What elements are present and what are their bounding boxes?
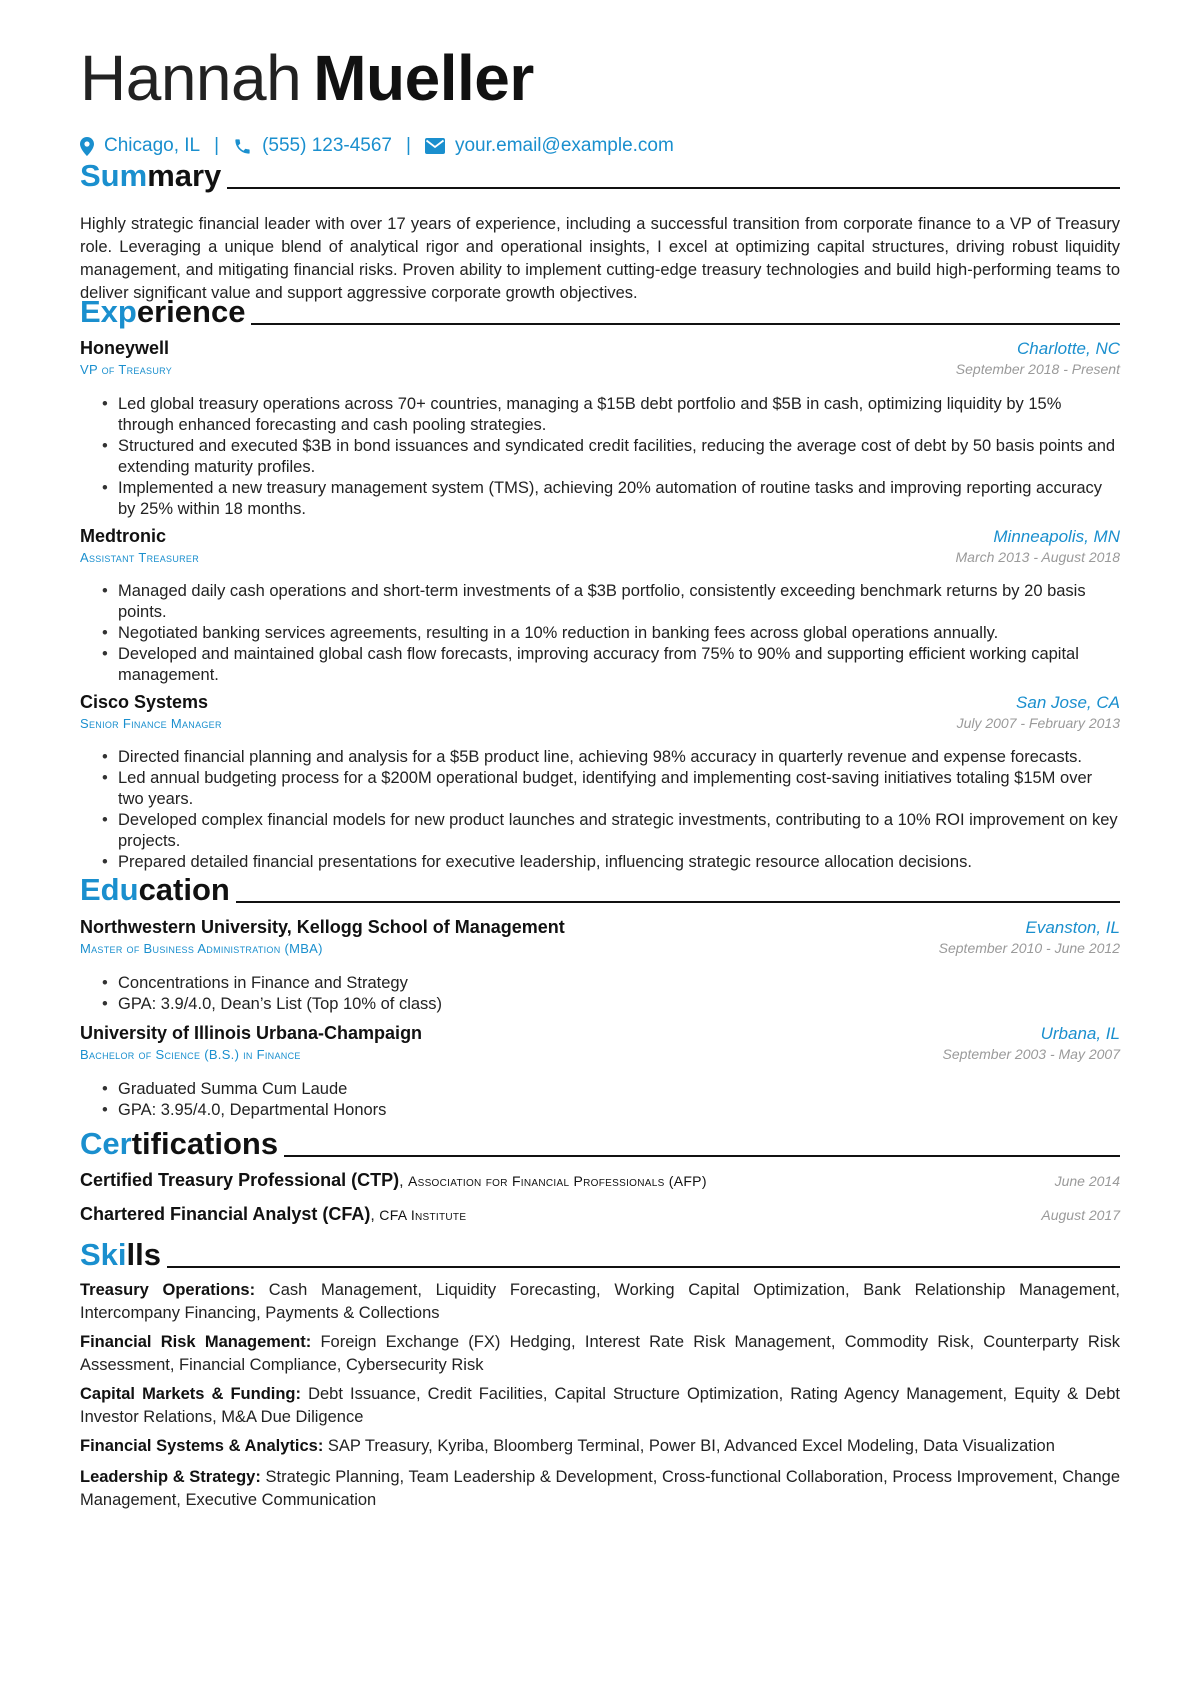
candidate-name: [80, 38, 534, 118]
contact-location: Chicago, IL: [104, 135, 201, 156]
skills-heading: Skills: [80, 1237, 1120, 1273]
company-name: Cisco Systems: [80, 692, 209, 712]
skill-list: SAP Treasury, Kyriba, Bloomberg Terminal, Power BI, Advanced Excel Modeling, Data Visualization: [327, 1437, 1055, 1455]
job-title: VP of Treasury: [80, 362, 173, 377]
bullet-item: • Graduated Summa Cum Laude: [80, 1079, 1120, 1100]
job-location: Charlotte, NC: [1017, 339, 1120, 358]
job-entry: [80, 338, 1120, 377]
skill-group: [80, 1466, 1120, 1512]
job-bullets: [80, 581, 1120, 686]
education-bullets: [80, 973, 1120, 1015]
education-entry: [80, 917, 1120, 956]
envelope-icon: [425, 138, 445, 154]
bullet-item: • Negotiated banking services agreements, resulting in a 10% reduction in banking fees across global operations annually.: [80, 623, 1120, 644]
job-entry: [80, 526, 1120, 565]
education-heading: Education: [80, 872, 1120, 908]
phone-icon: [233, 137, 252, 156]
job-location: Minneapolis, MN: [993, 527, 1120, 546]
bullet-item: • Developed and maintained global cash flow forecasts, improving accuracy from 75% to 90% and supporting efficient working capital management.: [80, 644, 1120, 686]
skill-category: Financial Systems & Analytics:: [80, 1437, 324, 1455]
bullet-item: • GPA: 3.9/4.0, Dean’s List (Top 10% of class): [80, 994, 1120, 1015]
first-name: Hannah: [80, 42, 302, 114]
education-dates: September 2003 - May 2007: [942, 1046, 1120, 1062]
school-location: Evanston, IL: [1025, 918, 1120, 937]
bullet-item: • Prepared detailed financial presentations for executive leadership, influencing strategic resource allocation decisions.: [80, 852, 1120, 873]
bullet-item: • Directed financial planning and analysis for a $5B product line, achieving 98% accuracy in quarterly revenue and expense forecasts.: [80, 747, 1120, 768]
bullet-item: • Led annual budgeting process for a $200M operational budget, identifying and implementing cost-saving initiatives totaling $15M over two years.: [80, 768, 1120, 810]
section-divider: [227, 187, 1120, 189]
job-bullets: [80, 747, 1120, 873]
map-pin-icon: [80, 137, 94, 156]
certification-issuer: CFA Institute: [379, 1207, 467, 1223]
education-bullets: [80, 1079, 1120, 1121]
bullet-item: • Managed daily cash operations and short-term investments of a $3B portfolio, consistently exceeding benchmark returns by 20 basis points.: [80, 581, 1120, 623]
skill-list: Debt Issuance, Credit Facilities, Capital Structure Optimization, Rating Agency Management, Equity & Debt Investor Relations, M&A Due Diligence: [80, 1385, 1120, 1426]
skill-category: Treasury Operations:: [80, 1281, 256, 1299]
company-name: Medtronic: [80, 526, 167, 546]
contact-line: [80, 133, 674, 159]
section-divider: [251, 323, 1120, 325]
job-dates: March 2013 - August 2018: [955, 549, 1120, 565]
bullet-item: • Concentrations in Finance and Strategy: [80, 973, 1120, 994]
degree-name: Bachelor of Science (B.S.) in Finance: [80, 1047, 301, 1062]
job-title: Senior Finance Manager: [80, 716, 222, 731]
skill-group: [80, 1331, 1120, 1377]
job-dates: July 2007 - February 2013: [956, 715, 1120, 731]
job-dates: September 2018 - Present: [955, 361, 1120, 377]
section-divider: [284, 1155, 1120, 1157]
section-divider: [167, 1266, 1120, 1268]
certification-date: August 2017: [1041, 1207, 1120, 1223]
bullet-item: • Structured and executed $3B in bond issuances and syndicated credit facilities, reducing the average cost of debt by 50 basis points and extending maturity profiles.: [80, 436, 1120, 478]
summary-text: Highly strategic financial leader with over 17 years of experience, including a successful transition from corporate finance to a VP of Treasury role. Leveraging a unique blend of analytical rigor and operational insights, I excel at optimizing capital structures, driving robust liquidity management, and mitigating financial risks. Proven ability to implement cutting-edge treasury technologies and build high-performing teams to deliver significant value and support aggressive corporate growth objectives.: [80, 215, 1120, 302]
job-title: Assistant Treasurer: [80, 550, 200, 565]
bullet-item: • Developed complex financial models for new product launches and strategic investments, contributing to a 10% ROI improvement on key projects.: [80, 810, 1120, 852]
school-name: Northwestern University, Kellogg School of Management: [80, 917, 565, 937]
bullet-item: • Implemented a new treasury management system (TMS), achieving 20% automation of routine tasks and improving reporting accuracy by 25% within 18 months.: [80, 478, 1120, 520]
contact-separator: |: [214, 135, 220, 156]
certification-name: Chartered Financial Analyst (CFA): [80, 1204, 371, 1224]
school-name: University of Illinois Urbana-Champaign: [80, 1023, 423, 1043]
contact-email[interactable]: your.email@example.com: [454, 135, 674, 156]
certification-name: Certified Treasury Professional (CTP): [80, 1170, 400, 1190]
summary-heading: Summary: [80, 158, 1120, 194]
bullet-item: • Led global treasury operations across 70+ countries, managing a $15B debt portfolio and $5B in cash, optimizing liquidity by 15% through enhanced forecasting and cash pooling strategies.: [80, 394, 1120, 436]
certification-date: June 2014: [1054, 1173, 1120, 1189]
certification-entry: Chartered Financial Analyst (CFA), CFA Institute August 2017: [80, 1204, 1120, 1224]
skill-group: [80, 1279, 1120, 1325]
company-name: Honeywell: [80, 338, 170, 358]
skill-group: [80, 1435, 1120, 1458]
bullet-item: • GPA: 3.95/4.0, Departmental Honors: [80, 1100, 1120, 1121]
job-location: San Jose, CA: [1016, 693, 1120, 712]
job-entry: [80, 692, 1120, 731]
education-entry: [80, 1023, 1120, 1062]
skill-category: Financial Risk Management:: [80, 1333, 312, 1351]
contact-separator: |: [406, 135, 411, 156]
education-dates: September 2010 - June 2012: [938, 940, 1120, 956]
job-bullets: [80, 394, 1120, 520]
certification-issuer: Association for Financial Professionals (AFP): [407, 1173, 707, 1189]
skill-list: Cash Management, Liquidity Forecasting, Working Capital Optimization, Bank Relationship Management, Intercompany Financing, Payments & Collections: [80, 1281, 1120, 1322]
school-location: Urbana, IL: [1040, 1024, 1120, 1043]
certifications-heading: Certifications: [80, 1126, 1120, 1162]
skill-category: Capital Markets & Funding:: [80, 1385, 302, 1403]
experience-heading: Experience: [80, 294, 1120, 330]
contact-phone[interactable]: (555) 123-4567: [262, 135, 392, 156]
degree-name: Master of Business Administration (MBA): [80, 941, 323, 956]
section-divider: [236, 901, 1120, 903]
certification-entry: Certified Treasury Professional (CTP), Association for Financial Professionals (AFP) June 2014: [80, 1170, 1120, 1190]
skill-category: Leadership & Strategy:: [80, 1468, 261, 1486]
skill-group: [80, 1383, 1120, 1429]
last-name: Mueller: [313, 42, 534, 114]
skill-list: Strategic Planning, Team Leadership & Development, Cross-functional Collaboration, Process Improvement, Change Management, Executive Communication: [80, 1468, 1121, 1509]
skill-list: Foreign Exchange (FX) Hedging, Interest Rate Risk Management, Commodity Risk, Counterparty Risk Assessment, Financial Compliance, Cybersecurity Risk: [80, 1333, 1120, 1374]
